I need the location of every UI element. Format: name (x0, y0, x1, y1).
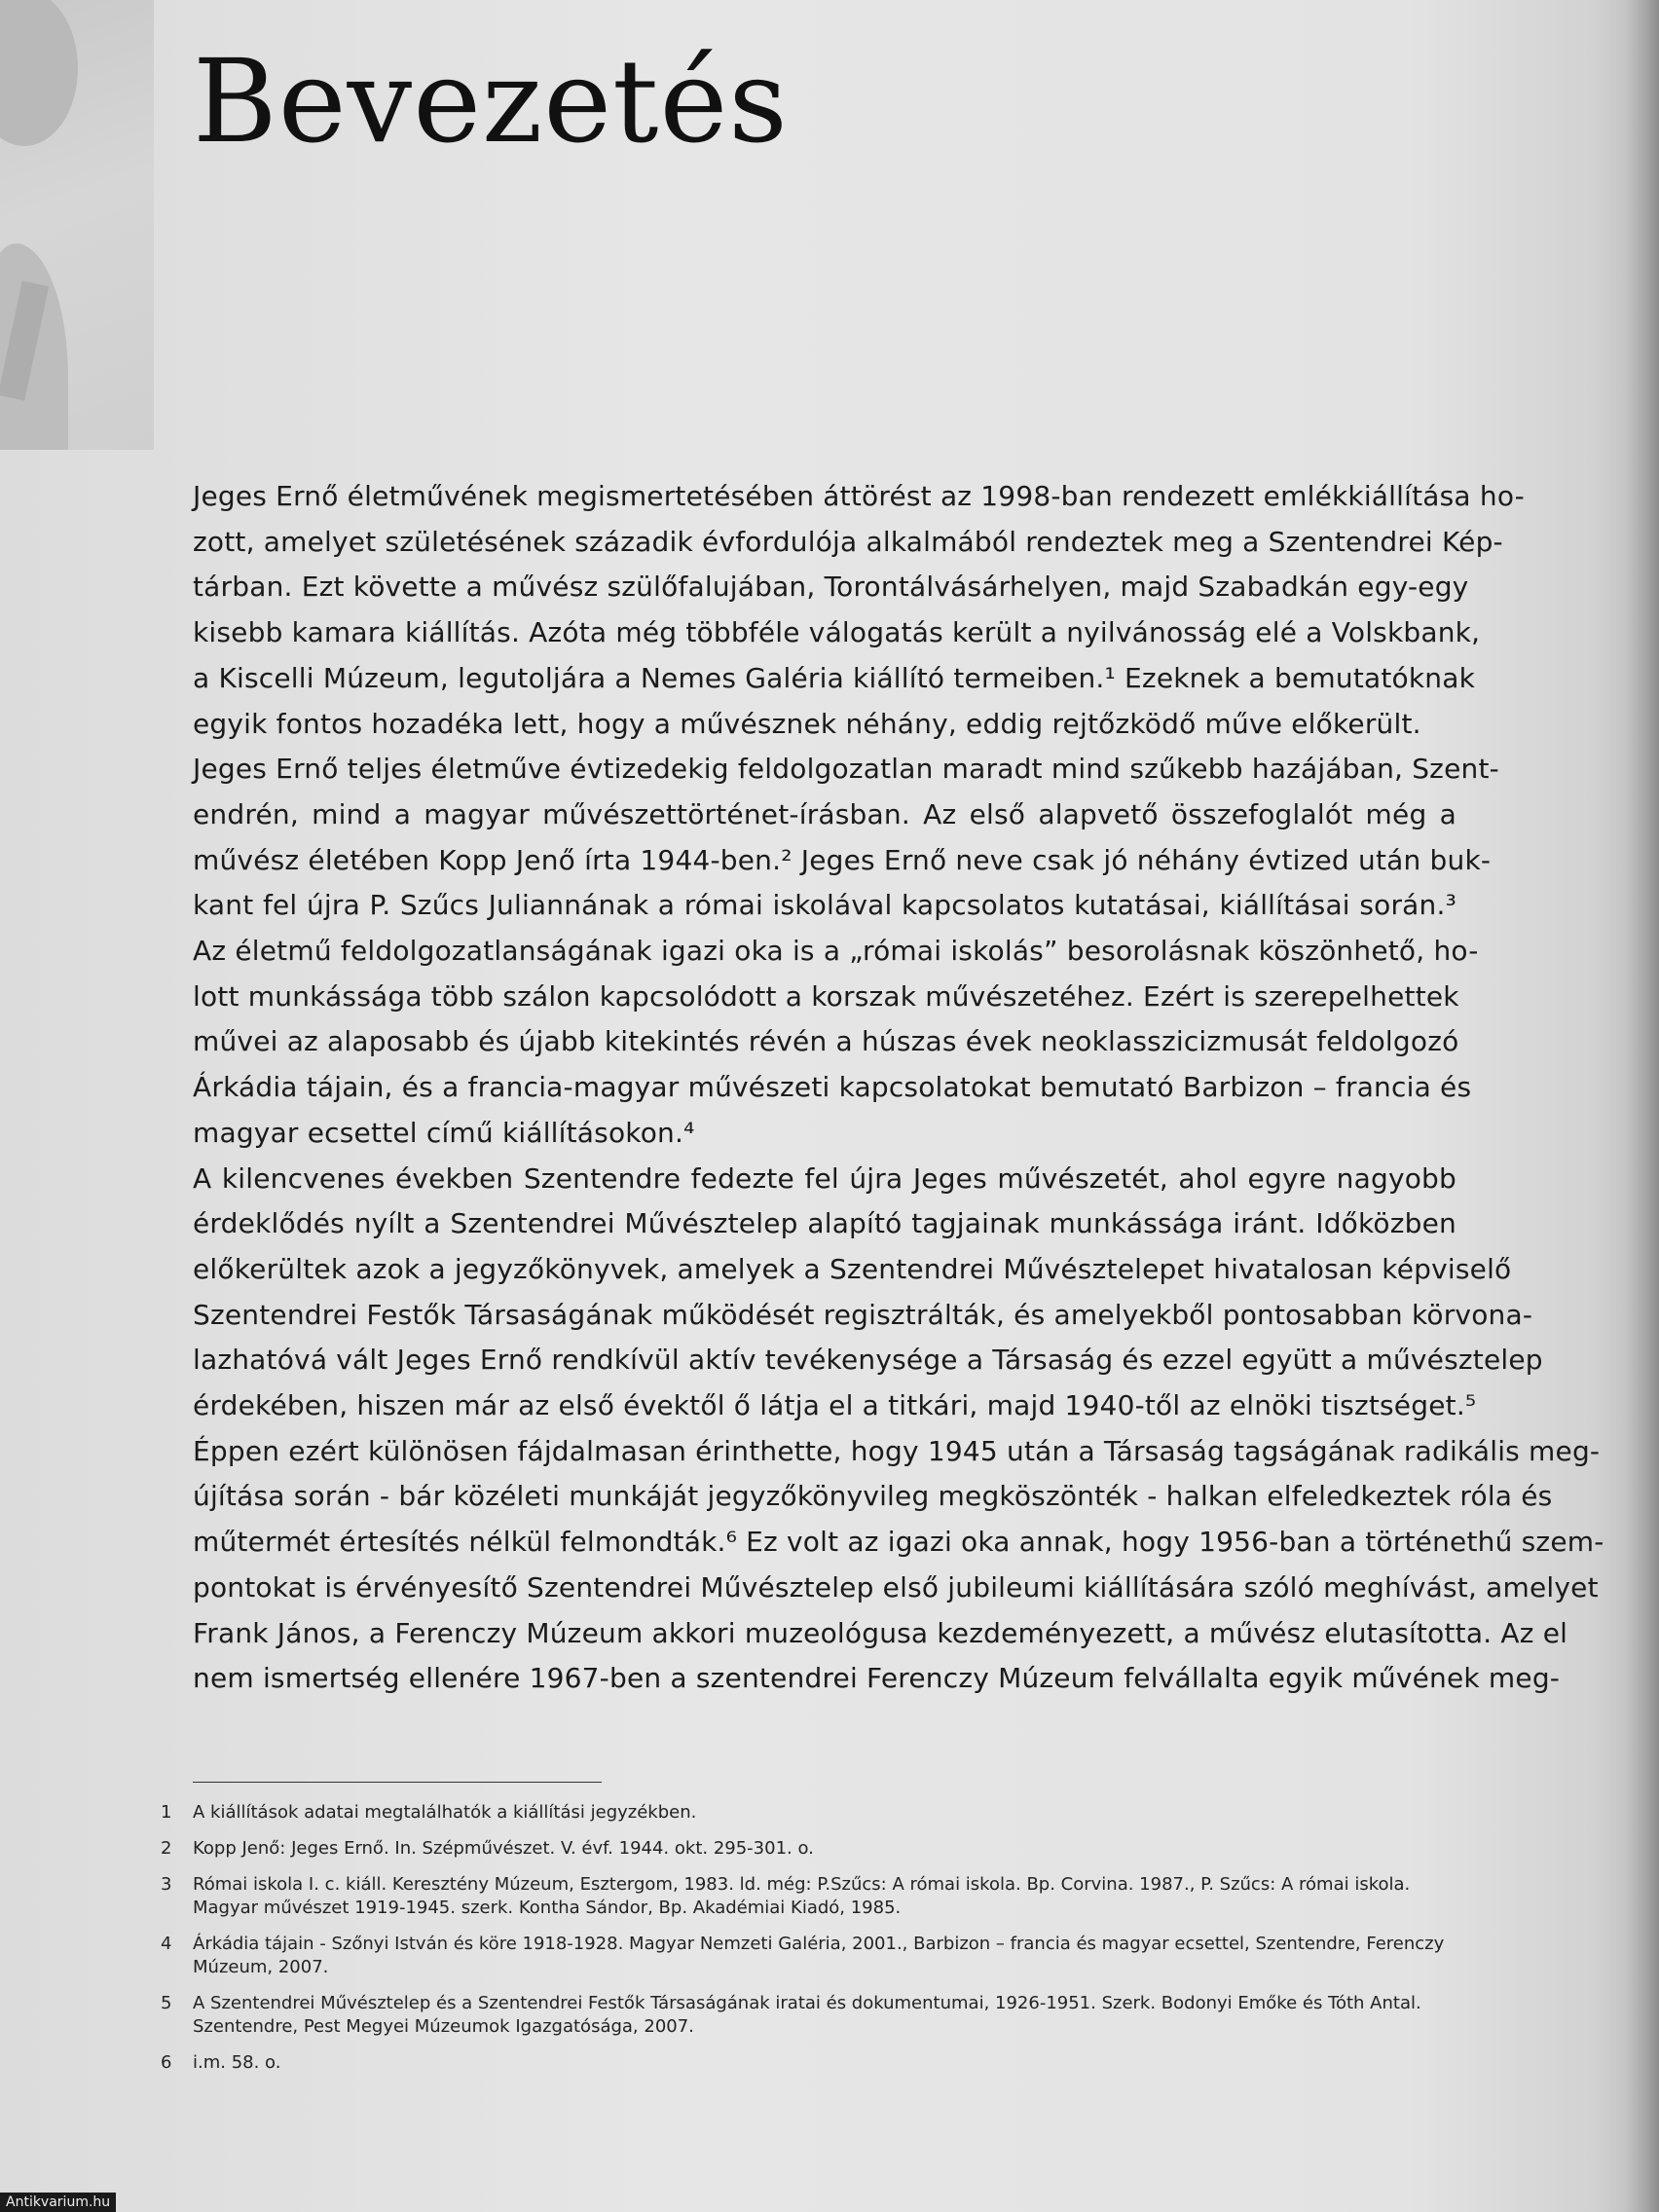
paragraph-4 (193, 1429, 1604, 1702)
text-line: Árkádia tájain, és a francia-magyar művészeti kapcsolatokat bemutató Barbizon – francia és (193, 1071, 1472, 1104)
text-line: érdeklődés nyílt a Szentendrei Művésztelep alapító tagjainak munkássága iránt. Időközben (193, 1207, 1456, 1240)
text-line: érdekében, hiszen már az első évektől ő látja el a titkári, majd 1940-től az elnöki tisztséget.⁵ (193, 1389, 1477, 1422)
footnote (161, 1933, 1475, 1979)
text-line: Jeges Ernő életművének megismertetésében áttörést az 1998-ban rendezett emlékkiállítása ho- (193, 480, 1525, 512)
text-line: Szentendrei Festők Társaságának működését regisztrálták, és amelyekből pontosabban körvona- (193, 1298, 1533, 1331)
footnote-text: i.m. 58. o. (193, 2052, 281, 2073)
footnote (161, 1873, 1475, 1920)
text-line: egyik fontos hozadéka lett, hogy a művésznek néhány, eddig rejtőzködő műve előkerült. (193, 707, 1421, 740)
footnote-number: 6 (161, 2052, 172, 2073)
text-line: Frank János, a Ferenczy Múzeum akkori muzeológusa kezdeményezett, a művész elutasította. Az el (193, 1616, 1568, 1649)
body-text (193, 474, 1604, 1702)
footnote (161, 2051, 1475, 2075)
text-line: tárban. Ezt követte a művész szülőfalujában, Torontálvásárhelyen, majd Szabadkán egy-egy (193, 571, 1469, 604)
footnote-text: Árkádia tájain - Szőnyi István és köre 1918-1928. Magyar Nemzeti Galéria, 2001., Barbizon – francia és magyar ecsettel, Szentendre, Ferenczy Múzeum, 2007. (193, 1934, 1445, 1977)
text-line: lott munkássága több szálon kapcsolódott a korszak művészetéhez. Ezért is szerepelhettek (193, 979, 1459, 1013)
footnote-number: 4 (161, 1934, 172, 1954)
text-line: pontokat is érvényesítő Szentendrei Művésztelep első jubileumi kiállítására szóló meghívást, amelyet (193, 1570, 1599, 1604)
text-line: magyar ecsettel című kiállításokon.⁴ (193, 1116, 695, 1149)
text-line: lazhatóvá vált Jeges Ernő rendkívül aktív tevékenysége a Társaság és ezzel együtt a művésztelep (193, 1344, 1543, 1377)
footnote-text: A kiállítások adatai megtalálhatók a kiállítási jegyzékben. (193, 1802, 697, 1823)
footnote (161, 1801, 1475, 1825)
footnote-divider (193, 1782, 602, 1783)
text-line: nem ismertség ellenére 1967-ben a szentendrei Ferenczy Múzeum felvállalta egyik művének meg- (193, 1662, 1561, 1695)
text-line: Jeges Ernő teljes életműve évtizedekig feldolgozatlan maradt mind szűkebb hazájában, Szent- (193, 753, 1499, 786)
footnote (161, 1992, 1475, 2039)
text-line: a Kiscelli Múzeum, legutoljára a Nemes Galéria kiállító termeiben.¹ Ezeknek a bemutatóknak (193, 661, 1476, 694)
page-edge-shadow (1624, 0, 1659, 2212)
text-line: művész életében Kopp Jenő írta 1944-ben.² Jeges Ernő neve csak jó néhány évtized után buk- (193, 843, 1492, 876)
paragraph-2 (193, 747, 1499, 1156)
paragraph-1 (193, 474, 1525, 747)
text-line: endrén, mind a magyar művészettörténet-írásban. Az első alapvető összefoglalót még a (193, 797, 1456, 830)
footnote-text: A Szentendrei Művésztelep és a Szentendrei Festők Társaságának iratai és dokumentumai, 1926-1951. Szerk. Bodonyi Emőke és Tóth Antal. Szentendre, Pest Megyei Múzeumok Igazgatósága, 2007. (193, 1993, 1421, 2037)
text-line: újítása során - bár közéleti munkáját jegyzőkönyvileg megköszönték - halkan elfeledkeztek róla és (193, 1480, 1553, 1513)
text-line: Az életmű feldolgozatlanságának igazi oka is a „római iskolás” besorolásnak köszönhető, ho- (193, 935, 1479, 968)
footnote-number: 3 (161, 1874, 172, 1895)
text-line: A kilencvenes években Szentendre fedezte fel újra Jeges művészetét, ahol egyre nagyobb (193, 1161, 1456, 1195)
footnote-number: 2 (161, 1838, 172, 1859)
footnote-number: 5 (161, 1993, 172, 2013)
text-line: Éppen ezért különösen fájdalmasan érinthette, hogy 1945 után a Társaság tagságának radikális meg- (193, 1434, 1601, 1467)
footnote (161, 1837, 1475, 1861)
portrait-photo-fragment (0, 0, 154, 450)
page-title: Bevezetés (193, 34, 789, 168)
footnotes (161, 1801, 1475, 2087)
watermark: Antikvarium.hu (0, 2193, 116, 2212)
footnote-number: 1 (161, 1802, 172, 1823)
text-line: zott, amelyet születésének századik évfordulója alkalmából rendeztek meg a Szentendrei Kép- (193, 525, 1503, 558)
text-line: művei az alaposabb és újabb kitekintés révén a húszas évek neoklasszicizmusát feldolgozó (193, 1025, 1459, 1058)
paragraph-3 (193, 1157, 1543, 1429)
footnote-text: Kopp Jenő: Jeges Ernő. In. Szépművészet. V. évf. 1944. okt. 295-301. o. (193, 1838, 814, 1859)
footnote-text: Római iskola I. c. kiáll. Keresztény Múzeum, Esztergom, 1983. ld. még: P.Szűcs: A római iskola. Bp. Corvina. 1987., P. Szűcs: A római iskola. Magyar művészet 1919-1945. szerk. Kontha Sándor, Bp. Akadémiai Kiadó, 1985. (193, 1874, 1411, 1918)
text-line: műtermét értesítés nélkül felmondták.⁶ Ez volt az igazi oka annak, hogy 1956-ban a történethű szem- (193, 1526, 1604, 1559)
text-line: kisebb kamara kiállítás. Azóta még többféle válogatás került a nyilvánosság elé a Volskbank, (193, 616, 1481, 649)
text-line: kant fel újra P. Szűcs Juliannának a római iskolával kapcsolatos kutatásai, kiállításai során.³ (193, 889, 1456, 922)
text-line: előkerültek azok a jegyzőkönyvek, amelyek a Szentendrei Művésztelepet hivatalosan képviselő (193, 1252, 1512, 1285)
